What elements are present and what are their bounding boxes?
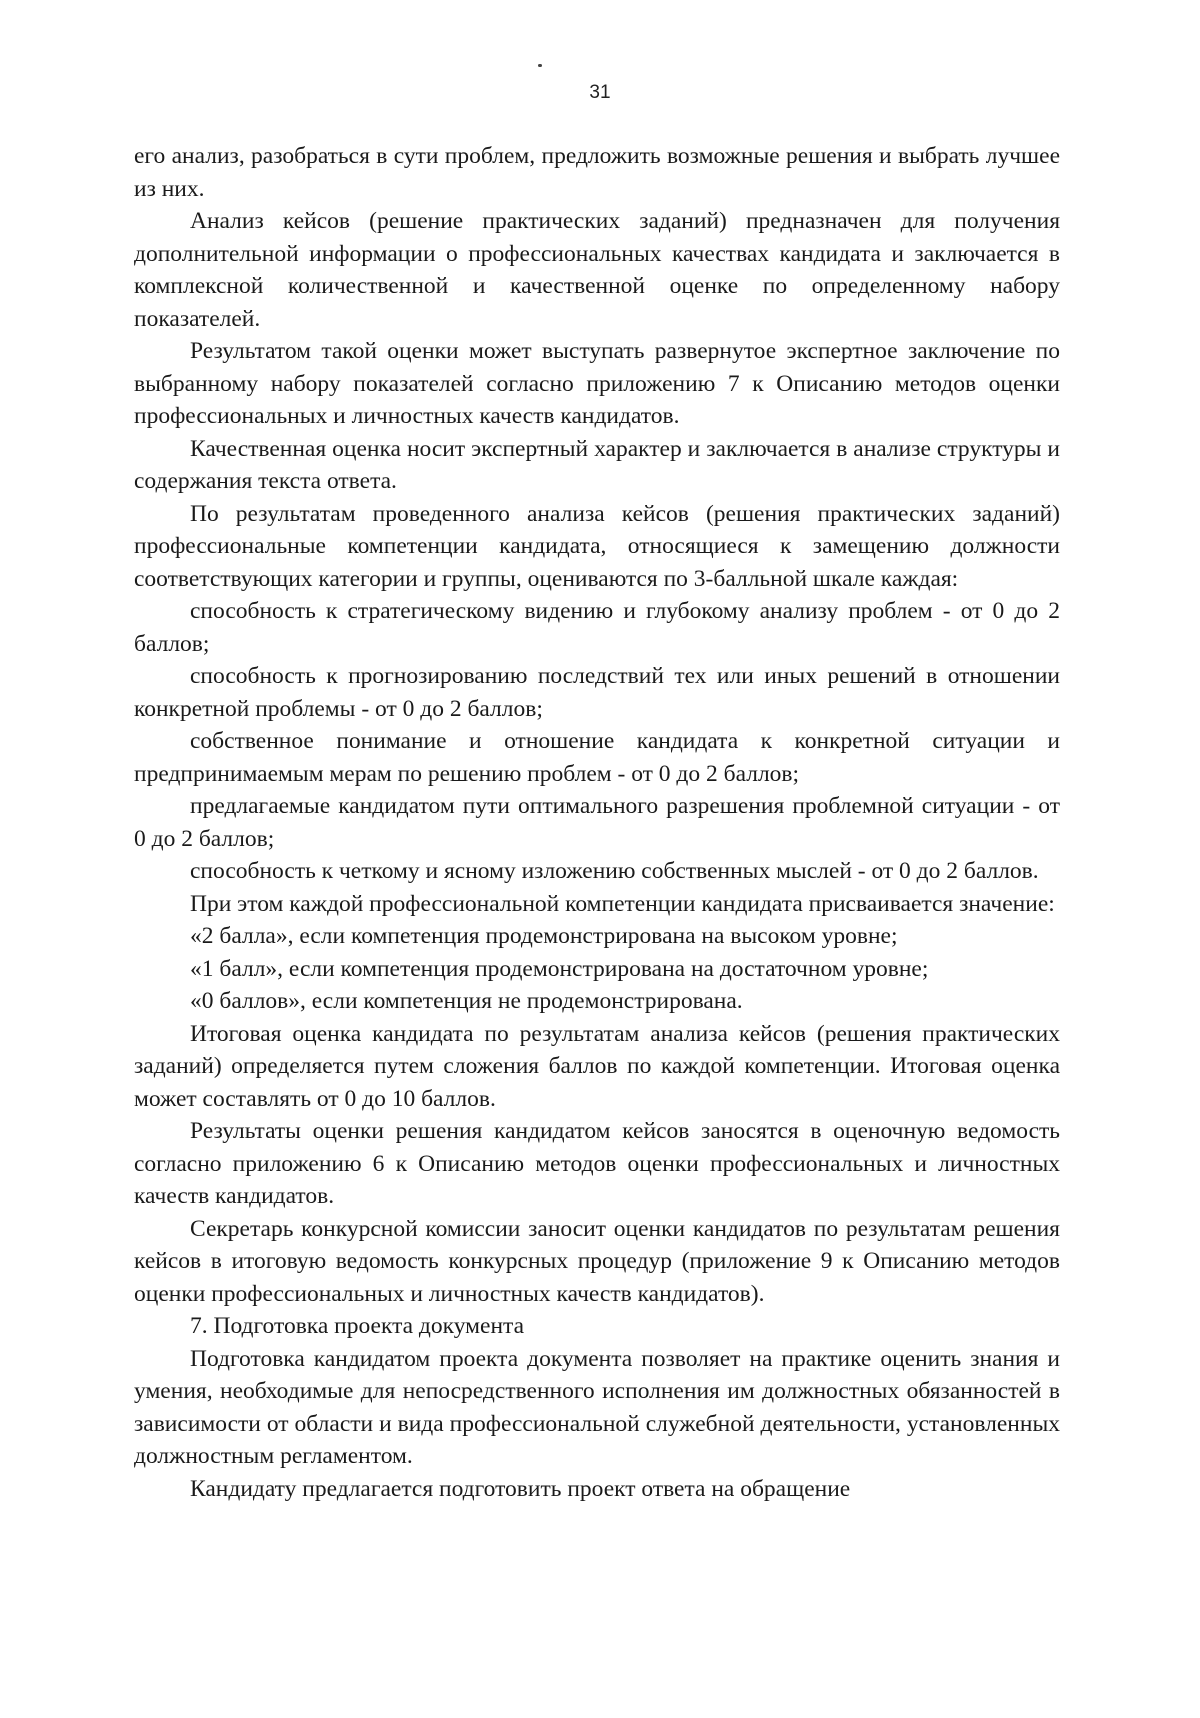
list-item-clear-expression: способность к четкому и ясному изложению собственных мыслей - от 0 до 2 баллов.: [190, 858, 1039, 884]
score-item-1-point: «1 балл», если компетенция продемонстрирована на достаточном уровне;: [190, 955, 929, 982]
paragraph-value-assignment: При этом каждой профессиональной компетенции кандидата присваивается значение:: [190, 890, 1055, 917]
paragraph-secretary-duties: Секретарь конкурсной комиссии заносит оценки кандидатов по результатам решения кейсов в итоговую ведомость конкурсных процедур (приложение 9 к Описанию методов оценки профессиональных и личностных качеств кандидатов).: [134, 1215, 1060, 1307]
paragraph-final-score: Итоговая оценка кандидата по результатам анализа кейсов (решения практических заданий) определяется путем сложения баллов по каждой компетенции. Итоговая оценка может составлять от 0 до 10 баллов.: [134, 1020, 1060, 1112]
paragraph-qualitative-assessment: Качественная оценка носит экспертный характер и заключается в анализе структуры и содержания текста ответа.: [134, 435, 1060, 494]
paragraph-candidate-task: Кандидату предлагается подготовить проект ответа на обращение: [190, 1475, 851, 1502]
scan-artifact-mark: [538, 64, 542, 67]
page-number: 31: [589, 82, 611, 103]
score-item-2-points: «2 балла», если компетенция продемонстрирована на высоком уровне;: [190, 923, 898, 949]
paragraph-document-draft-purpose: Подготовка кандидатом проекта документа позволяет на практике оценить знания и умения, необходимые для непосредственного исполнения им должностных обязанностей в зависимости от области и вида профессиональной служебной деятельности, установленных должностным регламентом.: [134, 1345, 1060, 1469]
document-body: [134, 140, 1060, 1505]
list-item-optimal-resolution: предлагаемые кандидатом пути оптимального разрешения проблемной ситуации - от 0 до 2 баллов;: [134, 793, 1060, 852]
section-heading-document-draft: 7. Подготовка проекта документа: [190, 1313, 525, 1339]
paragraph-results-recording: Результаты оценки решения кандидатом кейсов заносятся в оценочную ведомость согласно приложению 6 к Описанию методов оценки профессиональных и личностных качеств кандидатов.: [134, 1118, 1060, 1209]
score-item-0-points: «0 баллов», если компетенция не продемонстрирована.: [190, 988, 743, 1014]
list-item-own-understanding: собственное понимание и отношение кандидата к конкретной ситуации и предпринимаемым мерам по решению проблем - от 0 до 2 баллов;: [134, 728, 1060, 787]
paragraph-competency-scale: По результатам проведенного анализа кейсов (решения практических заданий) профессиональные компетенции кандидата, относящиеся к замещению должности соответствующих категории и группы, оцениваются по 3-балльной шкале каждая:: [134, 500, 1060, 592]
paragraph-continuation: его анализ, разобраться в сути проблем, предложить возможные решения и выбрать лучшее из них.: [134, 143, 1060, 202]
paragraph-expert-conclusion: Результатом такой оценки может выступать развернутое экспертное заключение по выбранному набору показателей согласно приложению 7 к Описанию методов оценки профессиональных и личностных качеств кандидатов.: [134, 338, 1060, 429]
paragraph-case-analysis-purpose: Анализ кейсов (решение практических заданий) предназначен для получения дополнительной информации о профессиональных качествах кандидата и заключается в комплексной количественной и качественной оценке по определенному набору показателей.: [134, 208, 1060, 332]
list-item-strategic-vision: способность к стратегическому видению и глубокому анализу проблем - от 0 до 2 баллов;: [134, 598, 1060, 657]
list-item-forecasting: способность к прогнозированию последствий тех или иных решений в отношении конкретной проблемы - от 0 до 2 баллов;: [134, 663, 1060, 722]
